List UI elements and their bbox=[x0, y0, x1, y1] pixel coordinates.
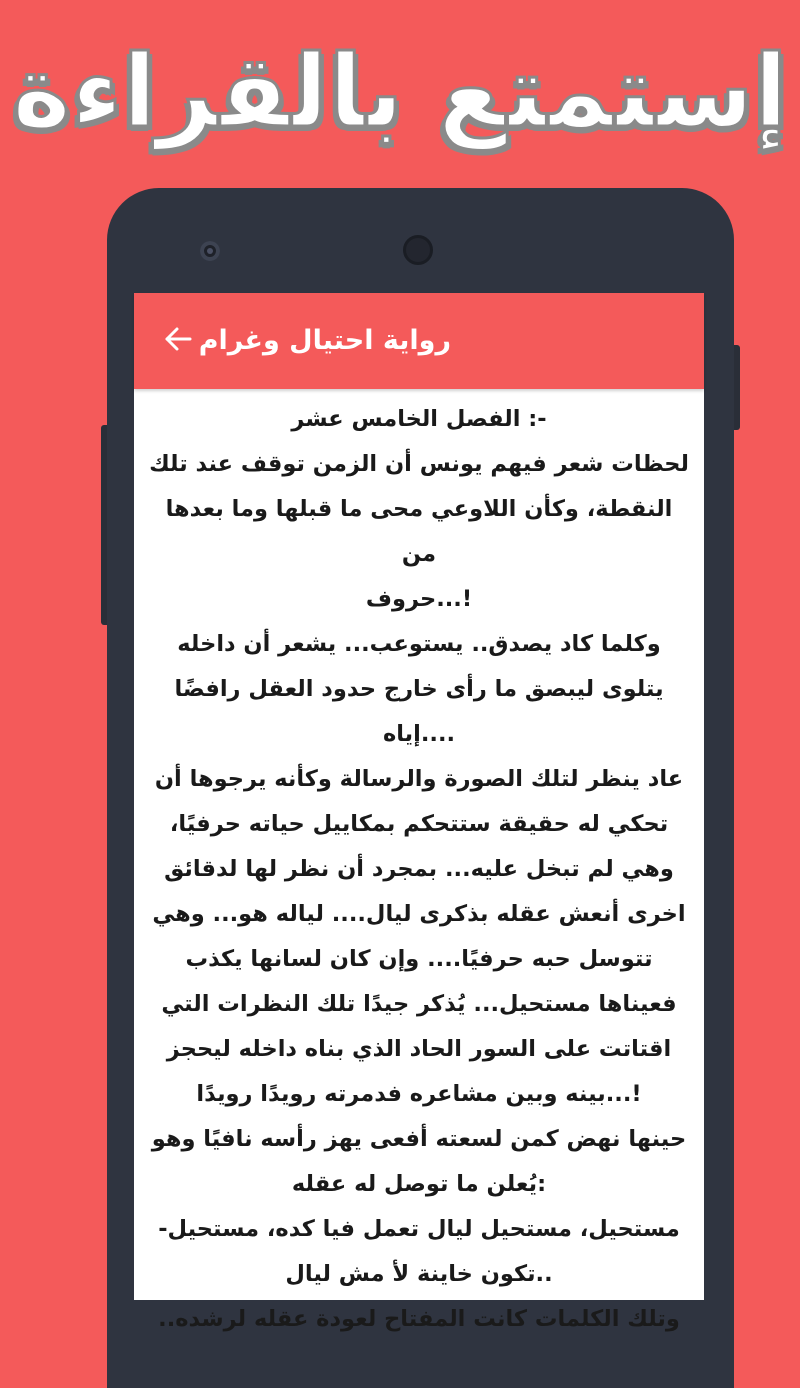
story-line: مستحيل، مستحيل ليال تعمل فيا كده، مستحيل- bbox=[158, 1216, 680, 1242]
story-text bbox=[148, 397, 690, 1342]
phone-sensor-icon bbox=[403, 235, 433, 265]
story-line: النقطة، وكأن اللاوعي محى ما قبلها وما بعدها من bbox=[165, 496, 673, 567]
front-camera-icon bbox=[200, 241, 220, 261]
story-line: يتلوى ليبصق ما رأى خارج حدود العقل رافضًا bbox=[174, 676, 664, 702]
story-line: -: الفصل الخامس عشر bbox=[291, 406, 547, 432]
story-line: اقتاتت على السور الحاد الذي بناه داخله ليحجز bbox=[166, 1036, 672, 1062]
phone-screen bbox=[134, 293, 704, 1332]
story-line: عاد ينظر لتلك الصورة والرسالة وكأنه يرجوها أن bbox=[154, 766, 684, 792]
story-line: وكلما كاد يصدق.. يستوعب... يشعر أن داخله bbox=[177, 631, 661, 657]
story-line: حينها نهض كمن لسعته أفعى يهز رأسه نافيًا وهو bbox=[151, 1126, 687, 1152]
story-line: تتوسل حبه حرفيًا.... وإن كان لسانها يكذب bbox=[185, 946, 653, 972]
story-line: لحظات شعر فيهم يونس أن الزمن توقف عند تلك bbox=[149, 451, 689, 477]
promo-headline: إستمتع بالقراءة bbox=[12, 33, 788, 150]
arrow-left-icon[interactable] bbox=[160, 321, 196, 357]
story-line: تحكي له حقيقة ستتحكم بمكاييل حياته حرفيًا، bbox=[169, 811, 669, 837]
story-line: وهي لم تبخل عليه... بمجرد أن نظر لها لدقائق bbox=[164, 856, 674, 882]
story-line: فعيناها مستحيل... يُذكر جيدًا تلك النظرات التي bbox=[161, 991, 677, 1017]
phone-side-button-right bbox=[733, 345, 740, 430]
story-line: ....إياه bbox=[382, 721, 456, 747]
page-title: رواية احتيال وغرام bbox=[198, 325, 451, 356]
story-line: ..تكون خاينة لأ مش ليال bbox=[285, 1261, 553, 1287]
story-line: وتلك الكلمات كانت المفتاح لعودة عقله لرشده.. bbox=[158, 1306, 680, 1332]
story-line: :يُعلن ما توصل له عقله bbox=[291, 1171, 547, 1197]
story-line: اخرى أنعش عقله بذكرى ليال.... لياله هو... وهي bbox=[152, 901, 686, 927]
app-bar bbox=[134, 293, 704, 389]
story-line: !...بينه وبين مشاعره فدمرته رويدًا رويدًا bbox=[196, 1081, 642, 1107]
story-line: !...حروف bbox=[365, 586, 473, 612]
